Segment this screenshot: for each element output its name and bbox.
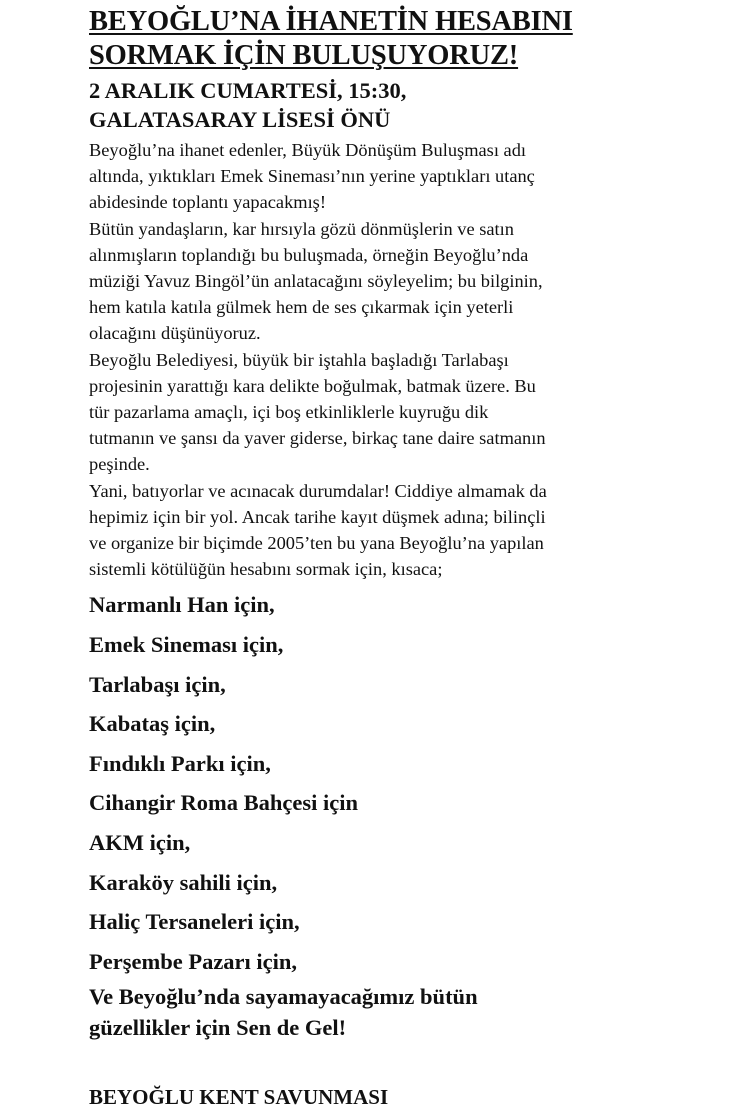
title-line: BEYOĞLU’NA İHANETİN HESABINI [89, 6, 573, 37]
body-line: Beyoğlu Belediyesi, büyük bir iştahla başladığı Tarlabaşı [89, 349, 509, 370]
list-item: Perşembe Pazarı için, [89, 948, 298, 974]
paragraph-2 [89, 216, 729, 347]
body-line: alınmışların toplandığı bu buluşmada, örneğin Beyoğlu’nda [89, 244, 529, 265]
body-line: hepimiz için bir yol. Ancak tarihe kayıt düşmek adına; bilinçli [89, 506, 546, 527]
list-item: Cihangir Roma Bahçesi için [89, 790, 358, 816]
event-place: GALATASARAY LİSESİ ÖNÜ [89, 107, 391, 132]
body-line: abidesinde toplantı yapacakmış! [89, 192, 326, 213]
list-item: Emek Sineması için, [89, 632, 284, 658]
signature: BEYOĞLU KENT SAVUNMASI [89, 1085, 389, 1109]
body-line: Bütün yandaşların, kar hırsıyla gözü dönmüşlerin ve satın [89, 218, 514, 239]
body-line: tür pazarlama amaçlı, içi boş etkinliklerle kuyruğu dik [89, 402, 489, 423]
paragraph-3 [89, 347, 729, 478]
list-item: Karaköy sahili için, [89, 869, 278, 895]
grievance-list [89, 582, 729, 981]
body-line: Yani, batıyorlar ve acınacak durumdalar! Ciddiye almamak da [89, 480, 547, 501]
body-line: peşinde. [89, 454, 150, 475]
body-line: Beyoğlu’na ihanet edenler, Büyük Dönüşüm Buluşması adı [89, 140, 526, 160]
title-line: SORMAK İÇİN BULUŞUYORUZ! [89, 40, 519, 71]
list-item: Narmanlı Han için, [89, 592, 275, 618]
event-info [89, 73, 729, 134]
document-page [89, 0, 729, 1109]
body-line: ve organize bir biçimde 2005’ten bu yana Beyoğlu’na yapılan [89, 533, 544, 554]
body-text [89, 134, 729, 582]
list-item: Fındıklı Parkı için, [89, 750, 271, 776]
list-item: Tarlabaşı için, [89, 671, 226, 697]
body-line: müziği Yavuz Bingöl’ün anlatacağını söyleyelim; bu bilginin, [89, 271, 543, 292]
closing-call [89, 981, 729, 1043]
paragraph-1 [89, 137, 729, 216]
body-line: altında, yıktıkları Emek Sineması’nın yerine yaptıkları utanç [89, 166, 535, 187]
paragraph-4 [89, 478, 729, 583]
closing-line: güzellikler için Sen de Gel! [89, 1015, 347, 1041]
list-item: Haliç Tersaneleri için, [89, 909, 300, 935]
list-item: Kabataş için, [89, 711, 216, 737]
closing-line: Ve Beyoğlu’nda sayamayacağımız bütün [89, 984, 478, 1010]
body-line: projesinin yarattığı kara delikte boğulmak, batmak üzere. Bu [89, 375, 536, 396]
list-item: AKM için, [89, 830, 191, 856]
body-line: sistemli kötülüğün hesabını sormak için, kısaca; [89, 559, 443, 580]
event-date: 2 ARALIK CUMARTESİ, 15:30, [89, 78, 407, 103]
page-title [89, 0, 729, 73]
body-line: olacağını düşünüyoruz. [89, 323, 261, 344]
body-line: hem katıla katıla gülmek hem de ses çıkarmak için yeterli [89, 297, 514, 318]
body-line: tutmanın ve şansı da yaver giderse, birkaç tane daire satmanın [89, 428, 546, 449]
